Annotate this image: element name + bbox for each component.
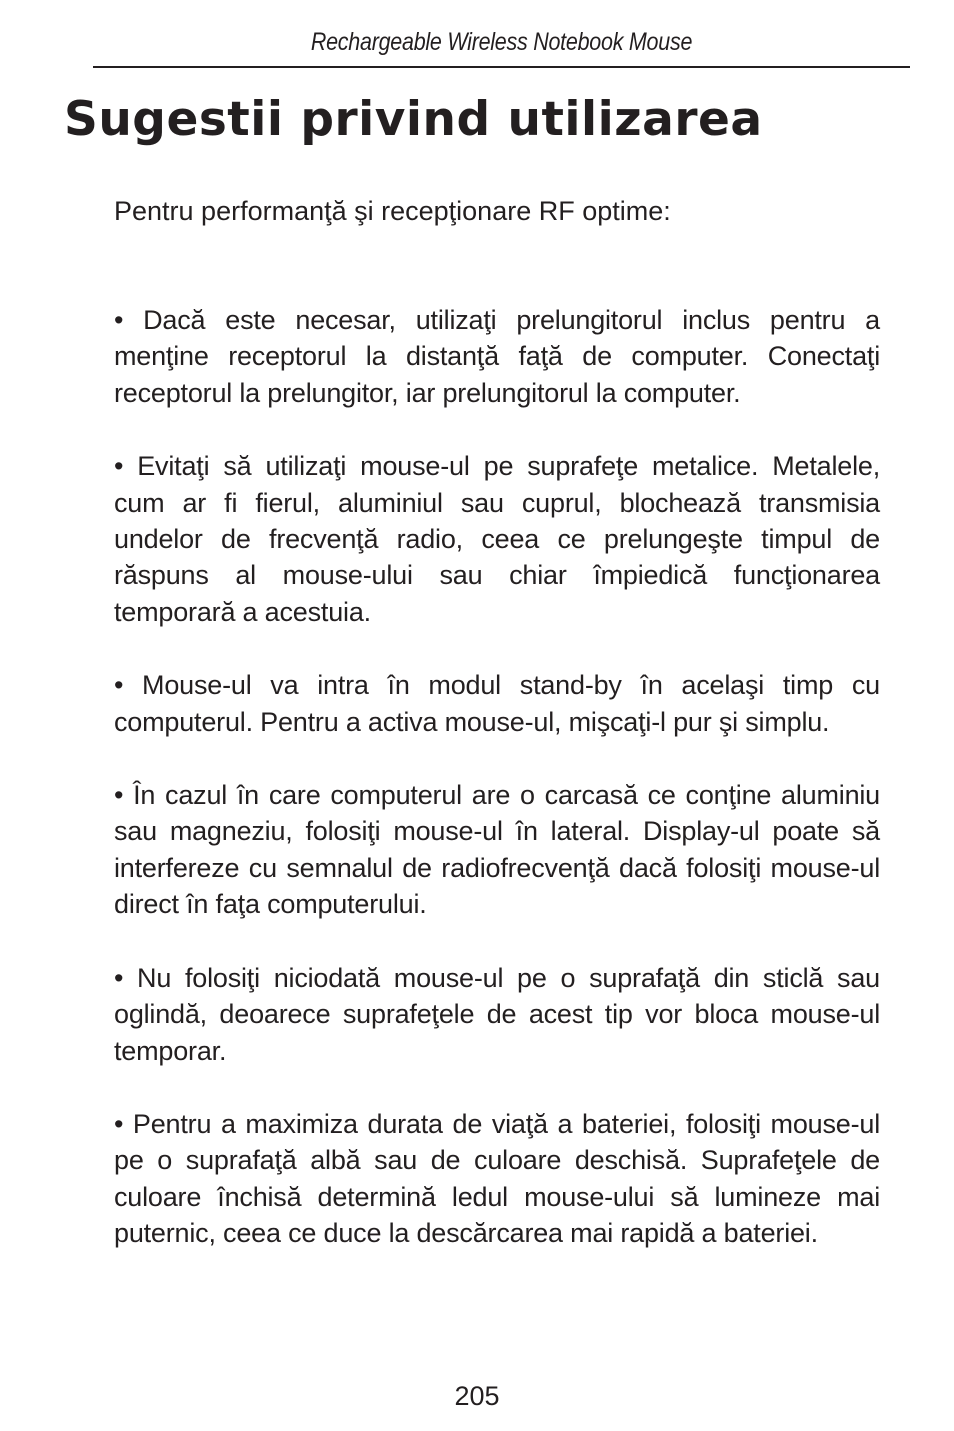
intro-paragraph: Pentru performanţă şi recepţionare RF optime:	[114, 196, 671, 226]
header-rule	[93, 66, 910, 68]
tip-item-standby: • Mouse-ul va intra în modul stand-by în acelaşi timp cu computerul. Pentru a activa mouse-ul, mişcaţi-l pur şi simplu.	[114, 670, 880, 737]
tip-item-aluminium-case: • În cazul în care computerul are o carcasă ce conţine aluminiu sau magneziu, folosiţi mouse-ul în lateral. Display-ul poate să interfereze cu semnalul de radiofrecvenţă dacă folosiţi mouse-ul direct în faţa computerului.	[114, 780, 880, 920]
tips-list	[114, 302, 880, 1289]
running-header: Rechargeable Wireless Notebook Mouse	[310, 28, 693, 56]
tip-item-glass-mirror: • Nu folosiţi niciodată mouse-ul pe o suprafaţă din sticlă sau oglindă, deoarece suprafeţele de acest tip vor bloca mouse-ul temporar.	[114, 962, 880, 1066]
tip-item-battery-life: • Pentru a maximiza durata de viaţă a bateriei, folosiţi mouse-ul pe o suprafaţă albă sau de culoare deschisă. Suprafeţele de culoare închisă determină ledul mouse-ului să lumineze mai puternic, ceea ce duce la descărcarea mai rapidă a bateriei.	[114, 1108, 880, 1249]
page-number: 205	[454, 1381, 500, 1411]
tip-item-extension-cable: • Dacă este necesar, utilizaţi prelungitorul inclus pentru a menţine receptorul la distanţă faţă de computer. Conectaţi receptorul la prelungitor, iar prelungitorul la computer.	[114, 305, 880, 408]
tip-item-metal-surfaces: • Evitaţi să utilizaţi mouse-ul pe suprafeţe metalice. Metalele, cum ar fi fierul, aluminiul sau cuprul, blochează transmisia undelor de frecvenţă radio, ceea ce prelungeşte timpul de răspuns al mouse-ului sau chiar împiedică funcţionarea temporară a acestuia.	[114, 451, 880, 627]
page-title: Sugestii privind utilizarea	[64, 92, 763, 147]
